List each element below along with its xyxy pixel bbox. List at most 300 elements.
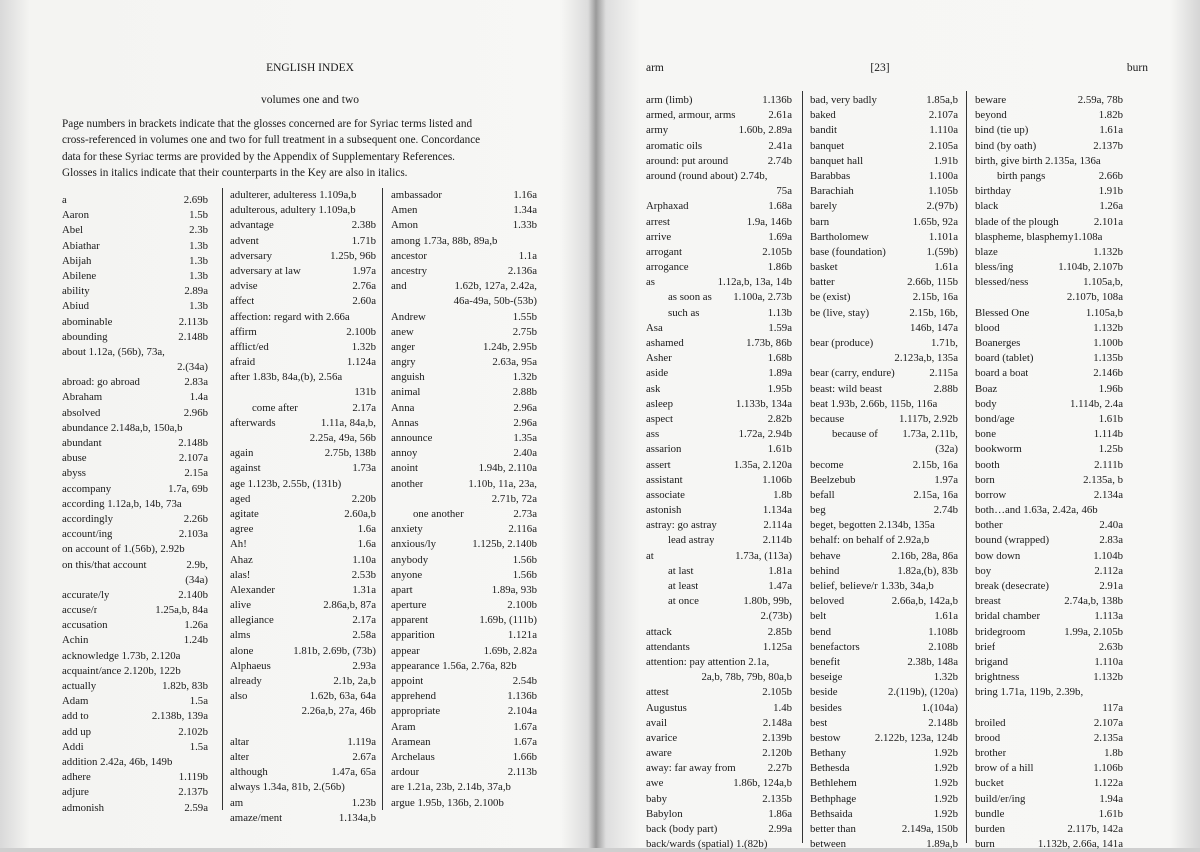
index-reference: 1.34a [513,204,537,217]
index-entry [810,731,958,746]
index-reference: 1.8b [773,488,792,501]
right-running-head-left: arm [646,62,664,74]
index-term: bring 1.71a, 119b, 2.39b, [975,686,1084,699]
index-entry [810,275,958,290]
index-entry [62,633,208,648]
index-reference: 1.104b, 2.107b [1058,261,1123,274]
index-entry [62,770,208,785]
index-reference [517,659,537,674]
index-term: Abel [62,224,83,237]
index-reference: 2.104a [507,705,537,718]
index-entry [975,245,1123,260]
index-entry [810,230,958,245]
index-term: Asher [646,352,672,365]
index-entry [810,123,958,138]
index-term: as soon as [668,291,712,304]
index-term: actually [62,680,97,692]
index-reference: 2.20b [351,492,376,505]
index-term: benefactors [810,640,860,653]
index-entry [230,613,376,628]
index-reference: 1.108b [928,625,958,638]
index-entry [230,355,376,370]
index-term: allegiance [230,614,274,627]
index-entry [391,644,537,659]
index-entry [975,640,1123,655]
index-term: bucket [975,777,1004,790]
index-reference: 2.16b, 28a, 86a [891,549,958,562]
index-entry [646,503,792,518]
index-term: animal [391,386,421,399]
index-entry [646,533,792,548]
index-term: apprehend [391,690,436,703]
index-entry [646,746,792,761]
index-reference: 2.111b [1094,458,1123,471]
index-term: bow down [975,549,1021,562]
index-term: body [975,397,997,410]
index-reference: 2.63b [1098,640,1123,653]
index-reference: 1.85a,b [926,94,958,106]
index-term: account/ing [62,528,113,541]
index-entry [230,765,376,780]
index-term: brother [975,747,1007,760]
index-reference: 2.105b [762,245,792,258]
index-term: adulterous, adultery 1.109a,b [230,204,356,217]
index-entry [975,139,1123,154]
index-reference: 1.117b, 2.92b [899,412,958,425]
index-entry [646,154,792,169]
index-term: at least [668,580,699,592]
index-entry [62,542,208,557]
index-entry [975,716,1123,731]
column-rule [382,188,383,810]
index-entry [810,139,958,154]
index-entry [62,801,208,816]
index-reference: 1.8b [1104,747,1123,760]
index-reference: 2.67a [352,750,376,763]
index-term: black [975,200,999,213]
index-reference: 1.61a [934,261,958,274]
index-reference: 1.3b [189,239,208,252]
index-term: a [62,194,67,206]
index-term: against [230,462,261,475]
right-column-3 [975,93,1123,852]
index-reference: 2.59a [184,801,208,814]
index-term: brigand [975,655,1008,668]
index-term: angry [391,356,416,369]
index-reference [1101,154,1123,169]
index-term: blessed/ness [975,276,1029,289]
index-reference [341,477,376,492]
index-reference: 2.75b, 138b [324,447,376,460]
index-term: aside [646,367,669,380]
index-term: alas! [230,568,251,581]
index-entry [230,750,376,765]
index-entry [975,625,1123,640]
index-term: born [975,473,995,486]
index-reference: 1.35a [513,432,537,444]
index-term: Addi [62,740,84,753]
index-term: Amen [391,204,418,217]
index-term: birth pangs [997,169,1046,182]
index-term: and [391,280,407,293]
index-reference: 2.3b [189,224,208,237]
index-entry [230,401,376,416]
index-term: Beelzebub [810,473,856,486]
index-term: Alexander [230,583,275,596]
index-reference: 1.32b [351,340,376,353]
index-reference: 2a,b, 78b, 79b, 80a,b [701,671,792,684]
index-entry [975,108,1123,123]
index-term: abroad: go abroad [62,376,140,389]
right-column-2 [810,93,958,852]
index-entry [646,215,792,230]
index-entry [391,492,537,507]
index-term: beat 1.93b, 2.66b, 115b, 116a [810,397,938,410]
index-reference: 1.68a [768,200,792,213]
index-term: accordingly [62,512,113,525]
index-entry [391,780,537,795]
index-term: abominable [62,315,113,328]
index-entry [646,549,792,564]
index-reference: 2.148b [928,716,958,729]
index-term: Barachiah [810,185,854,198]
index-entry [646,139,792,154]
index-reference: 2.113b [507,766,537,779]
index-term: best [810,716,828,729]
index-reference: 1.59a [768,321,792,334]
column-rule [222,188,223,810]
index-term: aperture [391,599,427,612]
index-reference: 1.92b [933,792,958,805]
index-entry [646,412,792,427]
index-entry [975,458,1123,473]
index-entry [62,603,208,618]
index-reference: 1.61a [1099,124,1123,137]
index-term: Augustus [646,701,687,714]
index-reference: 1.1a [518,249,537,262]
index-reference: 1.62b, 127a, 2.42a, [454,280,537,293]
index-entry [62,618,208,633]
index-term: bear (produce) [810,337,874,349]
index-term: agitate [230,507,259,520]
index-term: blade of the plough [975,215,1059,228]
index-entry [230,796,376,811]
index-entry [646,321,792,336]
index-reference: 1.32b [512,371,537,384]
index-reference: 2.40a [1099,519,1123,532]
index-entry [810,199,958,214]
index-term: after 1.83b, 84a,(b), 2.56a [230,371,343,384]
index-term: about 1.12a, (56b), 73a, [62,345,165,358]
index-reference: 2.138b, 139a [151,710,208,723]
index-term: Abraham [62,391,103,404]
index-entry [810,245,958,260]
index-term: Arphaxad [646,200,689,213]
index-entry [391,340,537,355]
index-reference: 1.134a,b [338,811,376,824]
index-reference: 1.135b [1093,352,1123,365]
index-entry [646,290,792,305]
index-entry [646,579,792,594]
index-entry [646,518,792,533]
index-reference: (34a) [185,573,208,586]
index-reference: 2.89a [184,285,208,298]
index-term: also [230,690,248,703]
index-term: Amon [391,219,418,232]
index-entry [62,421,208,436]
index-term: barn [810,215,830,228]
index-entry [391,537,537,552]
index-reference: 1.94a [1099,792,1123,805]
index-reference: 2.58a [352,629,376,642]
index-term: afflict/ed [230,340,269,353]
index-reference: 2.107a [928,109,958,122]
index-entry [646,184,792,199]
index-term: although [230,766,268,779]
index-term: ask [646,382,661,395]
index-reference: 1.32b [933,671,958,684]
index-term: admonish [62,801,104,814]
index-entry [810,108,958,123]
index-entry [646,822,792,837]
index-entry [646,564,792,579]
index-term: benefit [810,655,840,668]
index-entry [810,670,958,685]
index-entry [391,704,537,719]
index-term: back (body part) [646,823,718,835]
left-running-head: ENGLISH INDEX [266,62,354,74]
index-entry [646,169,792,184]
index-reference [769,655,792,670]
index-reference: 1.10a [352,553,376,566]
index-reference: 1.47a, 65a [331,766,376,779]
index-entry [975,351,1123,366]
index-reference [230,720,376,735]
index-term: bad, very badly [810,94,877,106]
index-term: Achin [62,634,89,647]
index-term: burden [975,823,1005,835]
index-reference: 2.108b [928,640,958,653]
index-term: avarice [646,731,678,744]
index-entry [230,598,376,613]
index-term: burn [975,838,995,851]
index-entry [391,401,537,416]
index-entry [810,336,958,351]
index-entry [391,735,537,750]
index-reference: 2.60a [352,295,376,308]
index-reference: 1.73a [352,462,376,475]
index-entry [975,321,1123,336]
index-reference: 2.83a [1099,534,1123,547]
index-entry [230,385,376,400]
index-entry [62,193,208,208]
index-reference [1102,230,1123,245]
index-entry [391,628,537,643]
index-reference: 1.(59b) [926,245,958,258]
index-entry [646,792,792,807]
index-term: assert [646,458,671,471]
index-term: at [646,549,654,562]
index-entry [975,503,1123,518]
index-term: aware [646,747,672,760]
index-reference [1083,685,1123,700]
index-term: among 1.73a, 88b, 89a,b [391,234,498,247]
index-reference: 1.121a [507,629,537,642]
index-reference: 1.61b [1098,807,1123,820]
index-entry [62,360,208,375]
index-reference: 2.74a,b, 138b [1064,595,1123,608]
index-term: abyss [62,467,86,480]
index-reference: 1.56b [512,553,537,566]
index-reference: 131b [354,386,376,399]
index-term: back/wards (spatial) 1.(82b) [646,838,768,851]
index-term: boy [975,564,992,577]
index-reference: 1.5a [189,695,208,708]
index-term: Aramean [391,735,431,748]
index-reference: 1.105a,b, [1083,276,1123,289]
index-reference: 1.(104a) [921,701,958,714]
index-reference: 2.105b [762,686,792,699]
index-entry [230,704,376,719]
index-entry [975,670,1123,685]
index-term: accurate/ly [62,588,110,601]
index-reference: 1.9a, 146b [746,215,792,228]
index-reference: 2.123a,b, 135a [894,352,958,365]
index-entry [975,579,1123,594]
index-entry [975,837,1123,852]
index-reference: 1.47a [768,580,792,592]
index-entry [810,397,958,412]
index-entry [230,780,376,795]
intro-line: Glosses in italics indicate that their counterparts in the Key are also in italics. [62,166,408,179]
index-entry [810,93,958,108]
index-term: behind [810,564,840,577]
index-entry [810,503,958,518]
index-term: appropriate [391,705,441,718]
index-entry [810,169,958,184]
index-entry [810,458,958,473]
index-entry [230,234,376,249]
index-reference: 2.96b [183,406,208,419]
index-reference: 2.136a [507,264,537,277]
index-reference [172,755,208,770]
index-term: bind (tie up) [975,124,1029,137]
index-entry [230,431,376,446]
index-reference: 2.25a, 49a, 56b [309,432,376,444]
index-term: anxious/ly [391,538,436,551]
index-reference: 2.74b [933,504,958,517]
index-entry [810,533,958,548]
index-entry [810,306,958,321]
index-reference: 1.56b [512,568,537,581]
index-term: ardour [391,766,420,779]
index-entry [230,218,376,233]
index-term: another [391,477,424,490]
page-number: [23] [870,62,890,74]
index-entry [646,275,792,290]
index-reference: 1.6a [357,538,376,551]
index-reference: 1.5b [189,209,208,222]
index-term: adhere [62,771,91,784]
index-entry [230,416,376,431]
index-term: Abiathar [62,239,100,252]
index-reference: 2.(73b) [760,610,792,623]
index-term: Aaron [62,209,89,222]
index-reference: 2.86a,b, 87a [323,599,376,612]
index-reference: 1.89a,b [926,838,958,851]
index-entry [810,290,958,305]
index-term: belief, believe/r 1.33b, 34a,b [810,580,934,592]
index-reference: 1.104b [1093,549,1123,562]
index-term: bother [975,519,1003,532]
index-reference: 1.82b [1098,109,1123,122]
index-term: Adam [62,695,89,708]
index-reference: 2.69b [183,194,208,206]
index-reference [356,203,376,218]
index-reference: 146b, 147a [910,321,958,334]
index-term: belt [810,610,827,623]
index-term: arrogance [646,261,689,274]
index-term: bridal chamber [975,610,1041,623]
index-reference: 2.17a [352,401,376,414]
index-term: ancestry [391,264,427,277]
index-term: ancestor [391,249,427,262]
index-reference: 1.113a [1094,610,1123,623]
index-term: bundle [975,807,1005,820]
index-term: armed, armour, arms [646,109,736,122]
right-column-1 [646,93,792,852]
index-reference: 2.17a [352,614,376,627]
index-term: beloved [810,595,845,608]
index-entry [975,822,1123,837]
index-entry [646,442,792,457]
index-entry [646,837,792,852]
index-reference [342,370,376,385]
index-reference: 2.54b [512,675,537,687]
index-term: bandit [810,124,837,137]
index-term: Bartholomew [810,230,869,243]
index-term: arrogant [646,245,682,258]
index-entry [62,284,208,299]
index-entry [62,269,208,284]
index-term: between [810,838,846,851]
index-term: Bethesda [810,762,850,775]
index-term: apart [391,583,413,596]
index-term: agree [230,523,254,536]
index-reference: 2.60a,b [344,507,376,520]
index-reference: 2.139b [762,731,792,744]
index-reference: 1.4b [773,701,792,714]
index-reference: 2.101a [1093,215,1123,228]
index-term: astonish [646,504,682,517]
index-term: asleep [646,397,673,410]
index-entry [62,482,208,497]
index-reference: 2.96a [513,401,537,414]
index-term: ambassador [391,189,442,201]
index-term: alms [230,629,251,642]
index-entry [62,466,208,481]
index-entry [62,755,208,770]
index-entry [646,488,792,503]
left-column-2 [230,188,376,826]
index-entry [810,442,958,457]
index-reference: 1.69b, 2.82a [483,644,537,657]
index-reference [511,780,537,795]
index-entry [391,234,537,249]
index-reference: 2.1b, 2a,b [333,675,376,687]
index-entry [230,735,376,750]
index-term: baby [646,792,667,805]
